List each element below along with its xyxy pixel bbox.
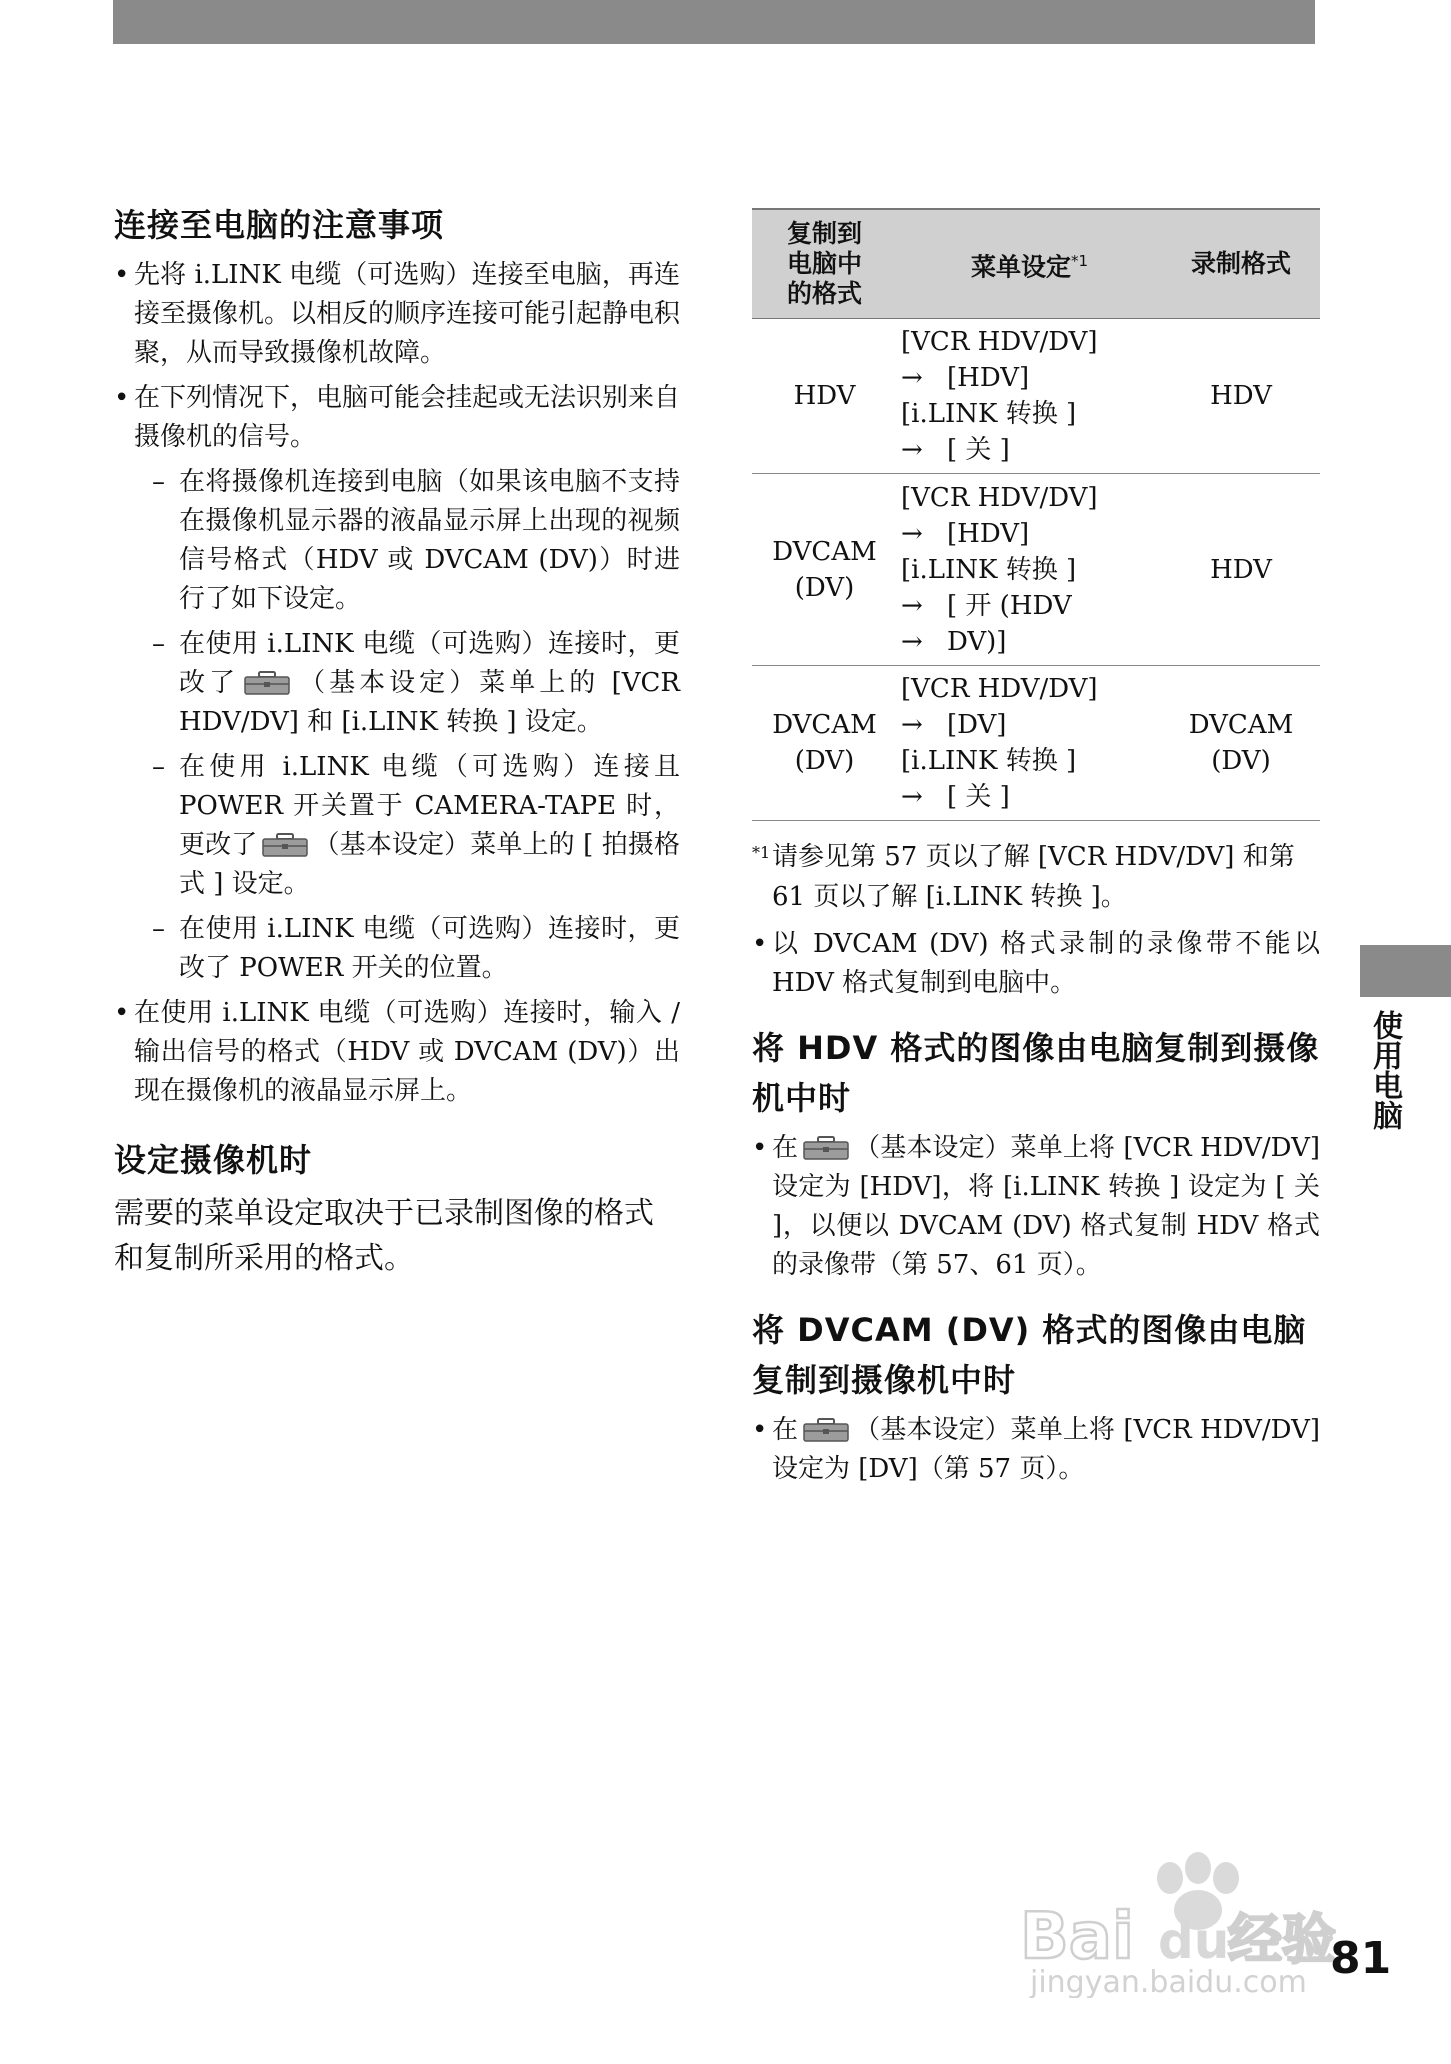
cell-record-format: DVCAM (DV) xyxy=(1162,666,1320,821)
header-menu-setting: 菜单设定$^{*1}$ xyxy=(897,209,1162,319)
section-heading-hdv-copy: 将 HDV 格式的图像由电脑复制到摄像机中时 xyxy=(752,1029,1320,1117)
toolbox-icon xyxy=(243,671,291,695)
table-header-row xyxy=(752,209,1320,319)
header-bar xyxy=(113,0,1315,44)
sub-list-text: 在使用 i.LINK 电缆（可选购）连接且 POWER 开关置于 CAMERA-TAPE 时，更改了 xyxy=(179,752,680,860)
sub-list-item: – 在使用 i.LINK 电缆（可选购）连接时，更改了 POWER 开关的位置。 xyxy=(134,910,680,988)
cell-record-format: HDV xyxy=(1162,319,1320,474)
list-item: • 在 （基本设定）菜单上将 [VCR HDV/DV] 设定为 [HDV]，将 [i.LINK 转换 ] 设定为 [ 关 ]，以便以 DVCAM (DV) 格式复制 HDV 格式的录像带（第 57、61 页）。 xyxy=(752,1129,1320,1285)
list-item: • 在 （基本设定）菜单上将 [VCR HDV/DV] 设定为 [DV]（第 57 页）。 xyxy=(752,1411,1320,1489)
svg-text:jingyan.baidu.com: jingyan.baidu.com xyxy=(1030,1965,1307,1998)
section-heading-precautions: 连接至电脑的注意事项 xyxy=(114,206,445,244)
right-column xyxy=(752,208,1320,1495)
list-item: • 先将 i.LINK 电缆（可选购）连接至电脑，再连接至摄像机。以相反的顺序连接可能引起静电积聚，从而导致摄像机故障。 xyxy=(114,256,680,373)
section-heading-dvcam-copy: 将 DVCAM (DV) 格式的图像由电脑复制到摄像机中时 xyxy=(752,1311,1307,1399)
svg-text:Bai: Bai xyxy=(1020,1900,1134,1974)
svg-text:经验: 经验 xyxy=(1228,1908,1336,1971)
cell-menu-setting: [VCR HDV/DV] → [HDV] [i.LINK 转换 ] → [ 开 (HDV → DV)] xyxy=(897,474,1162,666)
list-item xyxy=(114,379,680,988)
list-item-text: 在下列情况下，电脑可能会挂起或无法识别来自摄像机的信号。 xyxy=(134,383,681,452)
baidu-watermark-logo xyxy=(1020,1838,1360,1998)
list-item: • 在使用 i.LINK 电缆（可选购）连接时，输入 / 输出信号的格式（HDV 或 DVCAM (DV)）出现在摄像机的液晶显示屏上。 xyxy=(114,994,680,1111)
dvcam-copy-list xyxy=(752,1411,1320,1489)
sub-list-item: – 在将摄像机连接到电脑（如果该电脑不支持在摄像机显示器的液晶显示屏上出现的视频信号格式（HDV 或 DVCAM (DV)）时进行了如下设定。 xyxy=(134,463,680,619)
hdv-copy-list xyxy=(752,1129,1320,1285)
note-list xyxy=(752,925,1320,1003)
page-number: 81 xyxy=(1330,1933,1392,1984)
cell-copy-format: DVCAM (DV) xyxy=(752,666,897,821)
table-row xyxy=(752,666,1320,821)
footnote-mark: *1 xyxy=(752,843,771,862)
camera-setup-paragraph: 需要的菜单设定取决于已录制图像的格式和复制所采用的格式。 xyxy=(114,1196,654,1276)
cell-record-format: HDV xyxy=(1162,474,1320,666)
format-table xyxy=(752,208,1320,821)
cell-copy-format: HDV xyxy=(752,319,897,474)
list-item: • 以 DVCAM (DV) 格式录制的录像带不能以 HDV 格式复制到电脑中。 xyxy=(752,925,1320,1003)
sub-list-text: （基本设定）菜单上的 [ 拍摄格式 ] 设定。 xyxy=(179,830,680,899)
header-copy-format: 复制到电脑中的格式 xyxy=(752,209,897,319)
table-row xyxy=(752,474,1320,666)
table-footnote xyxy=(752,837,1320,917)
section-heading-camera-setup: 设定摄像机时 xyxy=(114,1141,313,1179)
table-row xyxy=(752,319,1320,474)
sub-list xyxy=(134,463,680,988)
sub-list-text: （基本设定）菜单上的 [VCR HDV/DV] 和 [i.LINK 转换 ] 设定。 xyxy=(179,668,680,737)
toolbox-icon xyxy=(802,1136,850,1160)
svg-text:du: du xyxy=(1158,1912,1230,1970)
cell-copy-format: DVCAM (DV) xyxy=(752,474,897,666)
side-tab-label: 使用电脑 xyxy=(1367,1010,1402,1130)
side-tab-marker xyxy=(1360,945,1451,997)
cell-menu-setting: [VCR HDV/DV] → [HDV] [i.LINK 转换 ] → [ 关 ] xyxy=(897,319,1162,474)
left-column xyxy=(114,200,680,1281)
toolbox-icon xyxy=(802,1418,850,1442)
toolbox-icon xyxy=(261,833,309,857)
sub-list-item xyxy=(134,748,680,904)
cell-menu-setting: [VCR HDV/DV] → [DV] [i.LINK 转换 ] → [ 关 ] xyxy=(897,666,1162,821)
sub-list-text: 在使用 i.LINK 电缆（可选购）连接时，更改了 xyxy=(179,629,680,698)
precautions-list xyxy=(114,256,680,1111)
header-record-format: 录制格式 xyxy=(1162,209,1320,319)
footnote-text: 请参见第 57 页以了解 [VCR HDV/DV] 和第 61 页以了解 [i.LINK 转换 ]。 xyxy=(772,842,1295,912)
sub-list-item xyxy=(134,625,680,742)
